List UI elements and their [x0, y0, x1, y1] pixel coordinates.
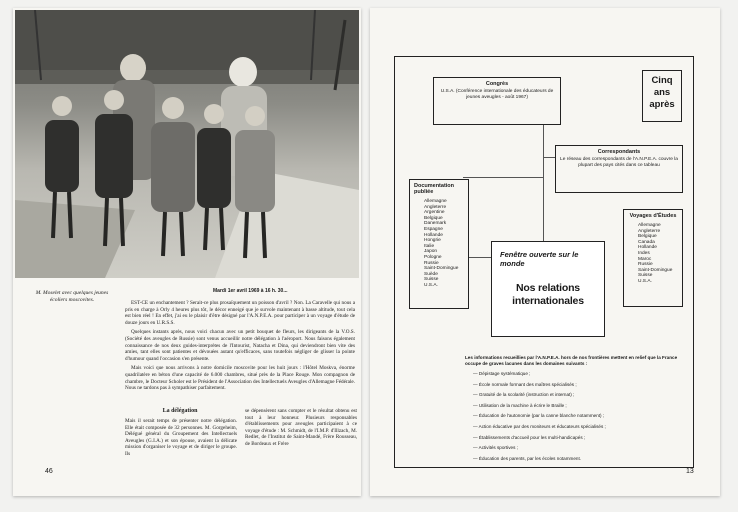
list-item: Belgique	[638, 234, 657, 240]
list-item: — Dépistage systématique ;	[473, 369, 673, 380]
dateline: Mardi 1er avril 1969 à 16 h. 30...	[213, 288, 288, 294]
section-title: La délégation	[162, 408, 198, 414]
connector-line	[463, 177, 544, 178]
list-item: — Éducation de l'autonomie (par la canne blanche notamment) ;	[473, 411, 673, 422]
list-item: Belgique	[424, 215, 443, 221]
article-column-1: Mais il serait temps de présenter notre délégation. Elle était composée de 32 personnes. M. Gorgeheim, Délégué général du Groupement des Intellectuels Aveugles (G.I.A.) et son épouse, avaient la délicate mission d'organiser le voyage et de diriger le groupe. Ils	[125, 418, 237, 457]
list-item: Allemagne	[638, 223, 661, 228]
list-item: Espagne	[424, 226, 443, 232]
list-item: Russie	[638, 262, 653, 268]
list-item: — Éducation des parents, par les écoles notamment.	[473, 454, 673, 465]
list-item: Maroc	[638, 256, 652, 262]
list-item: — Gratuité de la scolarité (instruction et internat) ;	[473, 390, 673, 401]
list-item: Hollande	[424, 232, 443, 238]
list-item: Hollande	[638, 245, 657, 251]
documentation-country-list	[424, 199, 468, 289]
article-column-2: se dépensèrent sans compter et le résultat obtenu est tout à leur honneur. Plusieurs responsables d'établissements pour aveugles participaient à ce voyage d'étude : M. Schmidt, de l'I.M.P. d'Illzach, M. Redlet, de l'Institut de Saint-Mandé, Frère Rousseau, de Bordeaux et Frère	[245, 408, 357, 447]
left-page	[13, 8, 361, 496]
list-item: — Établissements d'accueil pour les multi-handicapés ;	[473, 433, 673, 444]
correspondants-box	[555, 145, 683, 193]
list-item: Japon	[424, 249, 438, 255]
photo-illustration	[15, 10, 359, 278]
relations-title: Nos relations internationales	[512, 282, 584, 307]
list-item: U.S.A.	[424, 282, 438, 288]
documentation-box	[409, 179, 469, 309]
list-item: Angleterre	[424, 204, 447, 210]
list-item: Hongrie	[424, 238, 441, 244]
fenetre-subtitle: Fenêtre ouverte sur le monde	[500, 250, 579, 268]
list-item: Indes	[638, 250, 650, 256]
congres-title: Congrès	[485, 81, 509, 87]
documentation-title: Documentation publiée	[414, 183, 455, 195]
congres-text: U.S.A. (Conférence internationale des éducateurs de jeunes aveugles - août 1967)	[440, 89, 554, 100]
list-item: Suisse	[638, 273, 653, 279]
correspondants-title: Correspondants	[597, 149, 641, 155]
list-item: Saint-Domingue	[638, 267, 673, 273]
list-item: Canada	[638, 239, 655, 245]
page-number-left: 46	[45, 468, 53, 475]
list-item: Argentine	[424, 210, 445, 216]
list-item: U.S.A.	[638, 278, 652, 284]
list-item: Angleterre	[638, 228, 661, 234]
list-item: — Utilisation de la machine à écrire le Braille ;	[473, 401, 673, 412]
list-item: — École normale formant des maîtres spécialisés ;	[473, 380, 673, 391]
list-item: — Activités sportives ;	[473, 443, 673, 454]
right-page	[370, 8, 720, 496]
voyages-country-list	[638, 223, 682, 285]
cinq-ans-apres-box: Cinq ans après	[642, 70, 682, 122]
article-paragraph: EST-CE un enchantement ? Serait-ce plus prosaïquement un poisson d'avril ? Non. La Caravelle qui nous a pris en charge à Orly 4 heures plus tôt, le décor enneigé que je survole maintenant à basse altitude, tout cela est bien réel ! En effet, j'ai eu le plaisir d'être désigné par l'A.N.P.E.A. pour participer à un voyage d'étude de douze jours en U.R.S.S.	[125, 300, 355, 326]
list-item: Pologne	[424, 254, 442, 260]
list-item: Suède	[424, 271, 438, 277]
page-number-right: 13	[686, 468, 694, 475]
list-item: Allemagne	[424, 199, 447, 204]
list-item: — Action éducative par des moniteurs et éducateurs spécialisés ;	[473, 422, 673, 433]
center-title-box	[491, 241, 605, 337]
lacunes-intro: Les informations recueillies par l'A.N.P.E.A. hors de nos frontières mettent en relief que la France occupe de graves lacunes dans les domaines suivants :	[465, 355, 678, 366]
article-paragraph: Quelques instants après, nous voici chacun avec un petit bouquet de fleurs, les dirigeants de la V.O.S. (Société des aveugles de Russie) sont venus accueillir notre délégation à l'aéroport. Nous faisons également connaissance de nos deux guides-interprètes de l'Intourist, Natacha et Dina, qui deviendront bien vite des amies, tant elles sont patientes et dévouées autant qu'efficaces, sans toutefois négliger de glisser la pointe d'humour quand l'occasion s'en présente.	[125, 329, 355, 362]
voyages-box	[623, 209, 683, 307]
congres-box	[433, 77, 561, 125]
lacunes-list	[473, 369, 673, 464]
article-body	[125, 300, 355, 395]
photo-caption: M. Moselet avec quelques jeunes écoliers moscovites.	[35, 290, 109, 303]
list-item: Saint-Domingue	[424, 266, 459, 272]
list-item: Russie	[424, 260, 439, 266]
list-item: Suisse	[424, 277, 439, 283]
voyages-title: Voyages d'Études	[629, 213, 677, 219]
correspondants-text: Le réseau des correspondants de l'A.N.P.E.A. couvre la plupart des pays cités dans ce tableau	[560, 157, 678, 168]
article-paragraph: Mais voici que nous arrivons à notre domicile moscovite pour les huit jours : l'Hôtel Moskva, énorme quadrilatère en béton d'une capacité de 6.000 chambres, situé près de la Place Rouge. Mon compagnon de chambre, le Docteur Scholer est le Président de l'Association des Intellectuels Aveugles d'Allemagne Fédérale. Nous ne tardons pas à sympathiser parfaitement.	[125, 365, 355, 392]
list-item: Danemark	[424, 221, 447, 227]
group-photo	[15, 10, 359, 278]
list-item: Italie	[424, 243, 435, 249]
